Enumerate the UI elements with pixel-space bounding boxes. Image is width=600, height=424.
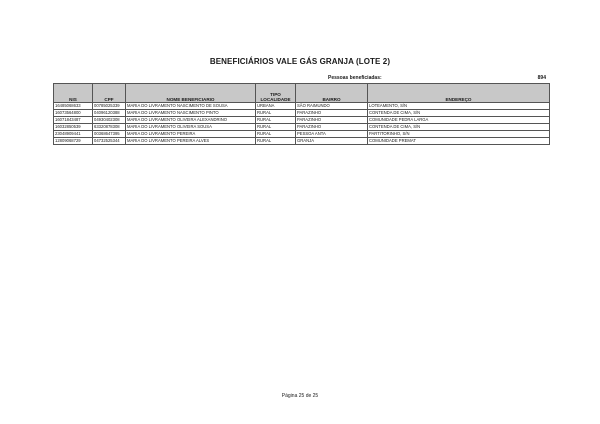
summary-label: Pessoas beneficiadas: [328, 75, 382, 81]
cell-bairro: PARAZINHO [296, 124, 368, 131]
cell-bairro: GRANJA [296, 138, 368, 145]
cell-cpf: 04930402308 [93, 117, 126, 124]
cell-bairro: PARAZINHO [296, 117, 368, 124]
cell-endereco: CONTENDA DE CIMA, S/N [368, 110, 550, 117]
cell-nome: MARIA DO LIVRAMENTO NASCIMENTO PINTO [126, 110, 256, 117]
cell-tipo: RURAL [256, 131, 296, 138]
cell-cpf: 63320878308 [93, 124, 126, 131]
table-row [54, 138, 550, 145]
cell-nome: MARIA DO LIVRAMENTO OLIVEIRA SOUSA [126, 124, 256, 131]
table-header-row [54, 84, 550, 103]
header-nome: NOME BENEFICIARIO [126, 84, 256, 103]
cell-nome: MARIA DO LIVRAMENTO NASCIMENTO DE SOUSA [126, 103, 256, 110]
cell-nis: 12809068729 [54, 138, 93, 145]
cell-endereco: COMUNIDADE PREMAT [368, 138, 550, 145]
header-tipo-line1: TIPO [270, 92, 281, 97]
page-footer: Página 25 de 25 [281, 393, 319, 399]
table-row [54, 117, 550, 124]
cell-endereco: LOTEAMENTO, S/N [368, 103, 550, 110]
header-tipo-localidade [256, 84, 296, 103]
cell-tipo: RURAL [256, 138, 296, 145]
cell-tipo: RURAL [256, 117, 296, 124]
cell-nome: MARIA DO LIVRAMENTO PEREIRA ALVES [126, 138, 256, 145]
table-row [54, 103, 550, 110]
cell-nis: 16071843487 [54, 117, 93, 124]
cell-nis: 16073564800 [54, 110, 93, 117]
cell-nome: MARIA DO LIVRAMENTO OLIVEIRA ALEXANDRINO [126, 117, 256, 124]
table-row [54, 131, 550, 138]
header-cpf: CPF [93, 84, 126, 103]
cell-tipo: URBANA [256, 103, 296, 110]
document-title: BENEFICIÁRIOS VALE GÁS GRANJA (LOTE 2) [209, 57, 391, 66]
cell-cpf: 00785025339 [93, 103, 126, 110]
cell-cpf: 00368647395 [93, 131, 126, 138]
cell-endereco: PARTITORINHO, S/N [368, 131, 550, 138]
cell-nome: MARIA DO LIVRAMENTO PEREIRA [126, 131, 256, 138]
header-bairro: BAIRRO [296, 84, 368, 103]
summary-value: 894 [537, 75, 546, 81]
cell-nis: 16032850539 [54, 124, 93, 131]
cell-tipo: RURAL [256, 124, 296, 131]
cell-endereco: COMUNIDADE PEDRA LARGA [368, 117, 550, 124]
cell-endereco: CONTENDA DE CIMA, S/N [368, 124, 550, 131]
table-row [54, 124, 550, 131]
cell-bairro: SÃO RAIMUNDO [296, 103, 368, 110]
cell-tipo: RURAL [256, 110, 296, 117]
cell-nis: 16485068633 [54, 103, 93, 110]
cell-nis: 23048909441 [54, 131, 93, 138]
table-row [54, 110, 550, 117]
cell-bairro: PARAZINHO [296, 110, 368, 117]
header-nis: NIS [54, 84, 93, 103]
summary-row [53, 75, 549, 83]
cell-cpf: 04732525344 [93, 138, 126, 145]
header-endereco: ENDEREÇO [368, 84, 550, 103]
cell-bairro: PESSOA ANTA [296, 131, 368, 138]
cell-cpf: 04096120388 [93, 110, 126, 117]
header-tipo-line2: LOCALIDADE [260, 97, 291, 102]
beneficiaries-table [53, 83, 550, 145]
